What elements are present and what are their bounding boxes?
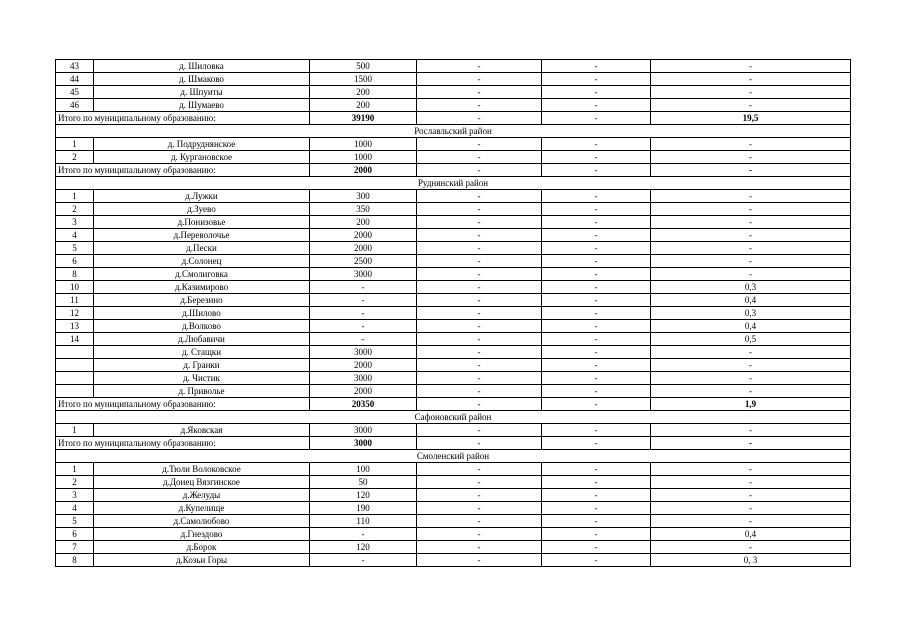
table-row bbox=[56, 333, 851, 346]
value-cell: - bbox=[542, 528, 651, 541]
value-cell: - bbox=[417, 294, 542, 307]
table-row bbox=[56, 372, 851, 385]
settlement-name: д.Шилово bbox=[94, 307, 310, 320]
row-number: 13 bbox=[56, 320, 94, 333]
table-row bbox=[56, 528, 851, 541]
total-cell: - bbox=[417, 398, 542, 411]
settlement-name: д.Яковская bbox=[94, 424, 310, 437]
value-cell: - bbox=[417, 541, 542, 554]
settlement-name: д. Шиловка bbox=[94, 60, 310, 73]
settlement-name: д.Донец Вязгинское bbox=[94, 476, 310, 489]
row-number: 1 bbox=[56, 138, 94, 151]
settlement-name: д. Приволье bbox=[94, 385, 310, 398]
settlement-name: д.Переволочье bbox=[94, 229, 310, 242]
total-cell: - bbox=[417, 437, 542, 450]
table-row bbox=[56, 203, 851, 216]
row-number: 2 bbox=[56, 151, 94, 164]
row-number: 46 bbox=[56, 99, 94, 112]
value-cell: 0,3 bbox=[651, 281, 851, 294]
value-cell: - bbox=[417, 554, 542, 567]
table-row bbox=[56, 86, 851, 99]
value-cell: - bbox=[542, 541, 651, 554]
value-cell: - bbox=[417, 268, 542, 281]
value-cell: - bbox=[417, 190, 542, 203]
value-cell: - bbox=[417, 359, 542, 372]
value-cell: 3000 bbox=[310, 424, 417, 437]
row-number: 44 bbox=[56, 73, 94, 86]
table-row bbox=[56, 255, 851, 268]
value-cell: 0,4 bbox=[651, 320, 851, 333]
row-number: 5 bbox=[56, 242, 94, 255]
value-cell: - bbox=[417, 489, 542, 502]
row-number bbox=[56, 346, 94, 359]
value-cell: - bbox=[310, 294, 417, 307]
value-cell: - bbox=[417, 372, 542, 385]
total-cell: - bbox=[417, 112, 542, 125]
value-cell: - bbox=[542, 73, 651, 86]
value-cell: 2000 bbox=[310, 385, 417, 398]
row-number: 2 bbox=[56, 203, 94, 216]
table-row bbox=[56, 268, 851, 281]
table-row bbox=[56, 554, 851, 567]
settlement-name: д. Шпуиты bbox=[94, 86, 310, 99]
section-title: Рославльский район bbox=[56, 125, 851, 138]
value-cell: - bbox=[542, 86, 651, 99]
settlement-name: д. Подруднянское bbox=[94, 138, 310, 151]
value-cell: - bbox=[542, 99, 651, 112]
table-row bbox=[56, 320, 851, 333]
section-header-row bbox=[56, 450, 851, 463]
value-cell: - bbox=[542, 333, 651, 346]
row-number: 4 bbox=[56, 502, 94, 515]
value-cell: - bbox=[310, 320, 417, 333]
total-value: - bbox=[651, 164, 851, 177]
total-label: Итого по муниципальному образованию: bbox=[56, 112, 310, 125]
total-row bbox=[56, 112, 851, 125]
value-cell: 100 bbox=[310, 463, 417, 476]
value-cell: 0,5 bbox=[651, 333, 851, 346]
value-cell: - bbox=[542, 372, 651, 385]
value-cell: - bbox=[651, 489, 851, 502]
row-number: 14 bbox=[56, 333, 94, 346]
value-cell: - bbox=[651, 359, 851, 372]
settlement-name: д.Солонец bbox=[94, 255, 310, 268]
settlement-name: д.Волково bbox=[94, 320, 310, 333]
value-cell: 120 bbox=[310, 489, 417, 502]
value-cell: - bbox=[651, 60, 851, 73]
value-cell: - bbox=[310, 333, 417, 346]
value-cell: 3000 bbox=[310, 372, 417, 385]
total-label: Итого по муниципальному образованию: bbox=[56, 437, 310, 450]
value-cell: - bbox=[417, 99, 542, 112]
settlement-name: д. Гранки bbox=[94, 359, 310, 372]
table-row bbox=[56, 216, 851, 229]
value-cell: 2000 bbox=[310, 359, 417, 372]
value-cell: - bbox=[542, 515, 651, 528]
value-cell: - bbox=[542, 138, 651, 151]
value-cell: - bbox=[310, 281, 417, 294]
table-row bbox=[56, 151, 851, 164]
value-cell: - bbox=[417, 346, 542, 359]
total-row bbox=[56, 164, 851, 177]
value-cell: - bbox=[651, 424, 851, 437]
table-row bbox=[56, 307, 851, 320]
value-cell: - bbox=[417, 528, 542, 541]
value-cell: 0,3 bbox=[651, 307, 851, 320]
table-row bbox=[56, 281, 851, 294]
value-cell: - bbox=[542, 463, 651, 476]
value-cell: - bbox=[417, 203, 542, 216]
value-cell: - bbox=[417, 502, 542, 515]
value-cell: - bbox=[417, 463, 542, 476]
value-cell: - bbox=[651, 476, 851, 489]
settlement-name: д.Гнездово bbox=[94, 528, 310, 541]
row-number: 7 bbox=[56, 541, 94, 554]
value-cell: 110 bbox=[310, 515, 417, 528]
value-cell: - bbox=[651, 151, 851, 164]
value-cell: 2500 bbox=[310, 255, 417, 268]
value-cell: - bbox=[417, 138, 542, 151]
table-row bbox=[56, 138, 851, 151]
settlement-name: д.Смолиговка bbox=[94, 268, 310, 281]
row-number: 5 bbox=[56, 515, 94, 528]
table-row bbox=[56, 541, 851, 554]
value-cell: - bbox=[417, 307, 542, 320]
value-cell: 300 bbox=[310, 190, 417, 203]
total-cell: - bbox=[542, 112, 651, 125]
row-number bbox=[56, 372, 94, 385]
table-row bbox=[56, 73, 851, 86]
row-number: 1 bbox=[56, 190, 94, 203]
section-header-row bbox=[56, 125, 851, 138]
settlement-name: д. Чистик bbox=[94, 372, 310, 385]
row-number: 8 bbox=[56, 554, 94, 567]
table-row bbox=[56, 502, 851, 515]
value-cell: - bbox=[651, 203, 851, 216]
value-cell: - bbox=[542, 359, 651, 372]
row-number: 12 bbox=[56, 307, 94, 320]
total-cell: - bbox=[417, 164, 542, 177]
row-number: 1 bbox=[56, 424, 94, 437]
value-cell: - bbox=[651, 190, 851, 203]
settlement-name: д.Желуды bbox=[94, 489, 310, 502]
value-cell: - bbox=[417, 476, 542, 489]
settlement-name: д.Козьи Горы bbox=[94, 554, 310, 567]
value-cell: 200 bbox=[310, 99, 417, 112]
value-cell: 1500 bbox=[310, 73, 417, 86]
value-cell: - bbox=[542, 502, 651, 515]
settlement-name: д.Тюли Волоковское bbox=[94, 463, 310, 476]
value-cell: - bbox=[417, 151, 542, 164]
table-row bbox=[56, 476, 851, 489]
value-cell: - bbox=[417, 424, 542, 437]
value-cell: - bbox=[542, 281, 651, 294]
table-row bbox=[56, 424, 851, 437]
settlement-name: д.Казимирово bbox=[94, 281, 310, 294]
row-number: 11 bbox=[56, 294, 94, 307]
settlement-name: д. Шмаково bbox=[94, 73, 310, 86]
value-cell: - bbox=[542, 346, 651, 359]
row-number bbox=[56, 359, 94, 372]
value-cell: - bbox=[651, 73, 851, 86]
value-cell: - bbox=[651, 255, 851, 268]
value-cell: 1000 bbox=[310, 138, 417, 151]
table-body bbox=[56, 60, 851, 567]
value-cell: - bbox=[417, 216, 542, 229]
value-cell: - bbox=[542, 320, 651, 333]
table-row bbox=[56, 346, 851, 359]
table-row bbox=[56, 294, 851, 307]
value-cell: 500 bbox=[310, 60, 417, 73]
value-cell: 200 bbox=[310, 86, 417, 99]
table-row bbox=[56, 60, 851, 73]
value-cell: 0,4 bbox=[651, 528, 851, 541]
value-cell: - bbox=[310, 554, 417, 567]
settlement-name: д. Шумаево bbox=[94, 99, 310, 112]
settlement-name: д.Купелище bbox=[94, 502, 310, 515]
settlement-name: д. Кургановское bbox=[94, 151, 310, 164]
value-cell: 2000 bbox=[310, 229, 417, 242]
value-cell: - bbox=[542, 190, 651, 203]
value-cell: - bbox=[542, 554, 651, 567]
value-cell: - bbox=[651, 242, 851, 255]
value-cell: - bbox=[417, 515, 542, 528]
row-number: 4 bbox=[56, 229, 94, 242]
row-number: 45 bbox=[56, 86, 94, 99]
value-cell: - bbox=[542, 216, 651, 229]
section-title: Смоленский район bbox=[56, 450, 851, 463]
value-cell: - bbox=[651, 515, 851, 528]
row-number: 8 bbox=[56, 268, 94, 281]
value-cell: 2000 bbox=[310, 242, 417, 255]
value-cell: - bbox=[542, 294, 651, 307]
value-cell: 3000 bbox=[310, 346, 417, 359]
settlement-name: д. Стащки bbox=[94, 346, 310, 359]
table-row bbox=[56, 463, 851, 476]
value-cell: - bbox=[651, 268, 851, 281]
row-number bbox=[56, 385, 94, 398]
value-cell: - bbox=[417, 229, 542, 242]
settlement-name: д.Понизовье bbox=[94, 216, 310, 229]
total-value: 2000 bbox=[310, 164, 417, 177]
row-number: 1 bbox=[56, 463, 94, 476]
value-cell: - bbox=[542, 255, 651, 268]
settlement-name: д.Березино bbox=[94, 294, 310, 307]
row-number: 10 bbox=[56, 281, 94, 294]
value-cell: - bbox=[417, 255, 542, 268]
table-row bbox=[56, 190, 851, 203]
settlements-table bbox=[55, 59, 851, 567]
value-cell: - bbox=[310, 307, 417, 320]
section-header-row bbox=[56, 411, 851, 424]
value-cell: - bbox=[651, 541, 851, 554]
value-cell: 1000 bbox=[310, 151, 417, 164]
table-row bbox=[56, 229, 851, 242]
settlement-name: д.Самолюбово bbox=[94, 515, 310, 528]
value-cell: - bbox=[417, 320, 542, 333]
value-cell: 50 bbox=[310, 476, 417, 489]
value-cell: - bbox=[542, 489, 651, 502]
value-cell: - bbox=[542, 60, 651, 73]
value-cell: - bbox=[542, 385, 651, 398]
value-cell: 3000 bbox=[310, 268, 417, 281]
value-cell: 190 bbox=[310, 502, 417, 515]
value-cell: 0, 3 bbox=[651, 554, 851, 567]
value-cell: - bbox=[417, 281, 542, 294]
value-cell: - bbox=[651, 385, 851, 398]
section-title: Руднянский район bbox=[56, 177, 851, 190]
table-row bbox=[56, 385, 851, 398]
row-number: 6 bbox=[56, 255, 94, 268]
value-cell: - bbox=[651, 86, 851, 99]
value-cell: - bbox=[542, 307, 651, 320]
value-cell: - bbox=[542, 424, 651, 437]
section-title: Сафоновский район bbox=[56, 411, 851, 424]
total-value: - bbox=[651, 437, 851, 450]
settlement-name: д.Борок bbox=[94, 541, 310, 554]
value-cell: 350 bbox=[310, 203, 417, 216]
total-cell: - bbox=[542, 437, 651, 450]
section-header-row bbox=[56, 177, 851, 190]
total-label: Итого по муниципальному образованию: bbox=[56, 398, 310, 411]
row-number: 3 bbox=[56, 216, 94, 229]
row-number: 43 bbox=[56, 60, 94, 73]
total-value: 19,5 bbox=[651, 112, 851, 125]
table-row bbox=[56, 359, 851, 372]
value-cell: - bbox=[310, 528, 417, 541]
total-cell: - bbox=[542, 164, 651, 177]
total-value: 1,9 bbox=[651, 398, 851, 411]
table-row bbox=[56, 515, 851, 528]
value-cell: - bbox=[651, 372, 851, 385]
value-cell: - bbox=[651, 502, 851, 515]
row-number: 3 bbox=[56, 489, 94, 502]
table-row bbox=[56, 242, 851, 255]
value-cell: - bbox=[542, 203, 651, 216]
total-cell: - bbox=[542, 398, 651, 411]
value-cell: - bbox=[417, 60, 542, 73]
value-cell: - bbox=[651, 99, 851, 112]
value-cell: 0,4 bbox=[651, 294, 851, 307]
value-cell: - bbox=[651, 138, 851, 151]
value-cell: - bbox=[417, 86, 542, 99]
value-cell: - bbox=[417, 242, 542, 255]
value-cell: 120 bbox=[310, 541, 417, 554]
value-cell: - bbox=[542, 242, 651, 255]
settlement-name: д.Зуево bbox=[94, 203, 310, 216]
settlement-name: д.Пески bbox=[94, 242, 310, 255]
total-label: Итого по муниципальному образованию: bbox=[56, 164, 310, 177]
value-cell: - bbox=[417, 73, 542, 86]
total-value: 3000 bbox=[310, 437, 417, 450]
value-cell: - bbox=[651, 216, 851, 229]
value-cell: - bbox=[417, 333, 542, 346]
value-cell: - bbox=[651, 346, 851, 359]
value-cell: - bbox=[542, 476, 651, 489]
value-cell: 200 bbox=[310, 216, 417, 229]
table-row bbox=[56, 489, 851, 502]
total-value: 20350 bbox=[310, 398, 417, 411]
total-value: 39190 bbox=[310, 112, 417, 125]
row-number: 6 bbox=[56, 528, 94, 541]
total-row bbox=[56, 437, 851, 450]
settlement-name: д.Лужки bbox=[94, 190, 310, 203]
value-cell: - bbox=[542, 229, 651, 242]
value-cell: - bbox=[542, 268, 651, 281]
value-cell: - bbox=[417, 385, 542, 398]
value-cell: - bbox=[651, 229, 851, 242]
value-cell: - bbox=[542, 151, 651, 164]
table-row bbox=[56, 99, 851, 112]
total-row bbox=[56, 398, 851, 411]
value-cell: - bbox=[651, 463, 851, 476]
row-number: 2 bbox=[56, 476, 94, 489]
settlement-name: д.Любавичи bbox=[94, 333, 310, 346]
